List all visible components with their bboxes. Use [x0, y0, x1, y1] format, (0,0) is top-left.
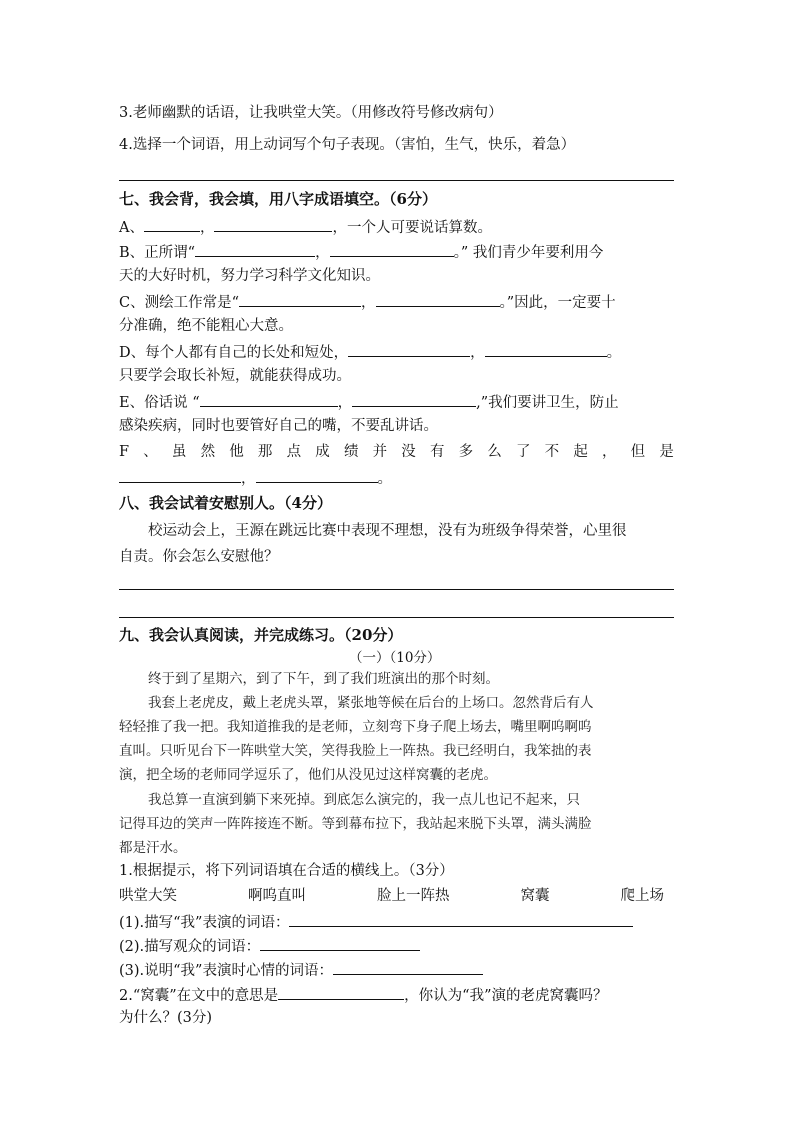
item-d-tail: 。	[606, 345, 622, 361]
passage-p3-line: 记得耳边的笑声一阵阵接连不断。等到幕布拉下，我站起来脱下头罩，满头满脸	[119, 816, 592, 832]
item-f-line2	[119, 468, 392, 488]
item-f-char: 么	[487, 444, 502, 460]
blank[interactable]	[195, 242, 315, 257]
item-f-char: 、	[143, 444, 158, 460]
comma: ，	[470, 345, 485, 361]
item-e-label: E、俗话说 “	[119, 395, 200, 411]
question-9-2-tail: ，你认为“我”演的老虎窝囊吗？	[404, 988, 608, 1004]
question-3: 3.老师幽默的话语，让我哄堂大笑。（用修改符号修改病句）	[119, 105, 503, 121]
passage-subtitle: （一）（10分）	[349, 650, 441, 666]
blank[interactable]	[376, 292, 500, 307]
passage-p2-line: 轻轻推了我一把。我知道推我的是老师，立刻弯下身子爬上场去，嘴里啊呜啊呜	[119, 719, 592, 735]
item-f-char: 起	[573, 444, 588, 460]
word-option: 脸上一阵热	[377, 888, 450, 904]
passage-p3-line: 都是汗水。	[119, 840, 187, 856]
word-option: 啊呜直叫	[248, 888, 306, 904]
item-d	[119, 342, 621, 362]
answer-line[interactable]	[119, 180, 674, 181]
word-option: 爬上场	[620, 888, 664, 904]
passage-p2-line: 直叫。只听见台下一阵哄堂大笑，笑得我脸上一阵热。我已经明白，我笨拙的表	[119, 743, 592, 759]
item-f-tail: 。	[377, 471, 392, 487]
item-f-char: 了	[515, 444, 531, 460]
passage-p3-line: 我总算一直演到躺下来死掉。到底怎么演完的，我一点儿也记不起来，只	[148, 792, 580, 808]
item-f-char: 然	[200, 444, 216, 460]
blank[interactable]	[333, 960, 483, 975]
blank[interactable]	[330, 242, 454, 257]
item-f-char: 并	[372, 444, 388, 460]
item-a-label: A、	[119, 220, 144, 236]
item-f-char: 但	[630, 444, 646, 460]
item-d-line2: 只要学会取长补短，就能获得成功。	[119, 368, 351, 384]
blank[interactable]	[278, 985, 404, 1000]
item-c-label: C、测绘工作常是“	[119, 295, 240, 311]
comma: ，	[241, 471, 256, 487]
passage-p1: 终于到了星期六，到了下午，到了我们班演出的那个时刻。	[148, 671, 499, 687]
section-8-title: 八、我会试着安慰别人。（4分）	[119, 494, 332, 512]
item-f-char: F	[119, 444, 130, 460]
blank[interactable]	[348, 342, 470, 357]
item-b-tail: 。” 我们青少年要利用今	[453, 245, 604, 261]
question-9-1-b	[119, 936, 420, 956]
item-e-line2: 感染疾病，同时也要管好自己的嘴，不要乱讲话。	[119, 418, 438, 434]
item-f-char: 没	[401, 444, 416, 460]
item-f-char: 是	[659, 444, 674, 460]
section-7-title: 七、我会背，我会填，用八字成语填空。（6分）	[119, 190, 437, 208]
item-f-char: 绩	[343, 444, 359, 460]
item-f-line1	[119, 443, 674, 461]
item-f-char: 点	[286, 444, 302, 460]
blank[interactable]	[352, 392, 476, 407]
item-f-char: 有	[429, 444, 445, 460]
answer-line[interactable]	[119, 589, 674, 590]
section-9-title: 九、我会认真阅读，并完成练习。（20分）	[119, 626, 403, 644]
item-f-char: 虽	[171, 444, 187, 460]
comma: ，	[199, 220, 215, 236]
item-f-char: 成	[315, 444, 330, 460]
section-8-line2: 自责。你会怎么安慰他？	[119, 549, 279, 565]
question-9-2-line2: 为什么？(3分)	[119, 1010, 213, 1026]
item-a-tail: ，一个人可要说话算数。	[332, 220, 492, 236]
item-a	[119, 217, 492, 237]
item-f-char: 多	[458, 444, 474, 460]
question-9-2	[119, 985, 608, 1005]
blank[interactable]	[119, 468, 241, 483]
item-f-char: 不	[544, 444, 560, 460]
blank[interactable]	[214, 217, 332, 232]
item-b-line2: 天的大好时机，努力学习科学文化知识。	[119, 268, 380, 284]
question-9-1-c	[119, 960, 483, 980]
passage-p2-line: 演，把全场的老师同学逗乐了，他们从没见过这样窝囊的老虎。	[119, 767, 497, 783]
question-9-1-c-label: (3).说明“我”表演时心情的词语：	[119, 963, 333, 979]
passage-p2-line: 我套上老虎皮，戴上老虎头罩，紧张地等候在后台的上场口。忽然背后有人	[148, 695, 594, 711]
section-8-line1: 校运动会上，王源在跳远比赛中表现不理想，没有为班级争得荣誉，心里很	[148, 523, 627, 539]
item-e	[119, 392, 619, 412]
item-c-tail: 。”因此，一定要十	[499, 295, 616, 311]
blank[interactable]	[260, 936, 420, 951]
blank[interactable]	[239, 292, 361, 307]
blank[interactable]	[256, 468, 378, 483]
question-9-1-b-label: (2).描写观众的词语：	[119, 939, 261, 955]
blank[interactable]	[200, 392, 338, 407]
word-option: 窝囊	[520, 888, 550, 904]
item-e-tail: ,”我们要讲卫生，防止	[476, 395, 619, 411]
item-c	[119, 292, 616, 312]
item-b	[119, 242, 603, 262]
item-f-char: 那	[257, 444, 273, 460]
word-bank	[119, 887, 664, 905]
blank[interactable]	[144, 217, 200, 232]
item-f-char: ，	[601, 444, 617, 460]
item-b-label: B、正所谓“	[119, 245, 196, 261]
question-9-1-a	[119, 912, 633, 932]
item-c-line2: 分准确，绝不能粗心大意。	[119, 318, 293, 334]
blank[interactable]	[289, 912, 633, 927]
comma: ，	[315, 245, 330, 261]
item-d-label: D、每个人都有自己的长处和短处，	[119, 345, 349, 361]
answer-line[interactable]	[119, 617, 674, 618]
word-option: 哄堂大笑	[119, 888, 177, 904]
comma: ，	[361, 295, 376, 311]
comma: ，	[337, 395, 353, 411]
question-9-1: 1.根据提示，将下列词语填在合适的横线上。（3分）	[119, 863, 454, 879]
question-9-1-a-label: (1).描写“我”表演的词语：	[119, 915, 290, 931]
question-9-2-label: 2.“窝囊”在文中的意思是	[119, 988, 279, 1004]
item-f-char: 他	[229, 444, 244, 460]
blank[interactable]	[485, 342, 607, 357]
question-4: 4.选择一个词语，用上动词写个句子表现。（害怕，生气，快乐，着急）	[119, 137, 576, 153]
